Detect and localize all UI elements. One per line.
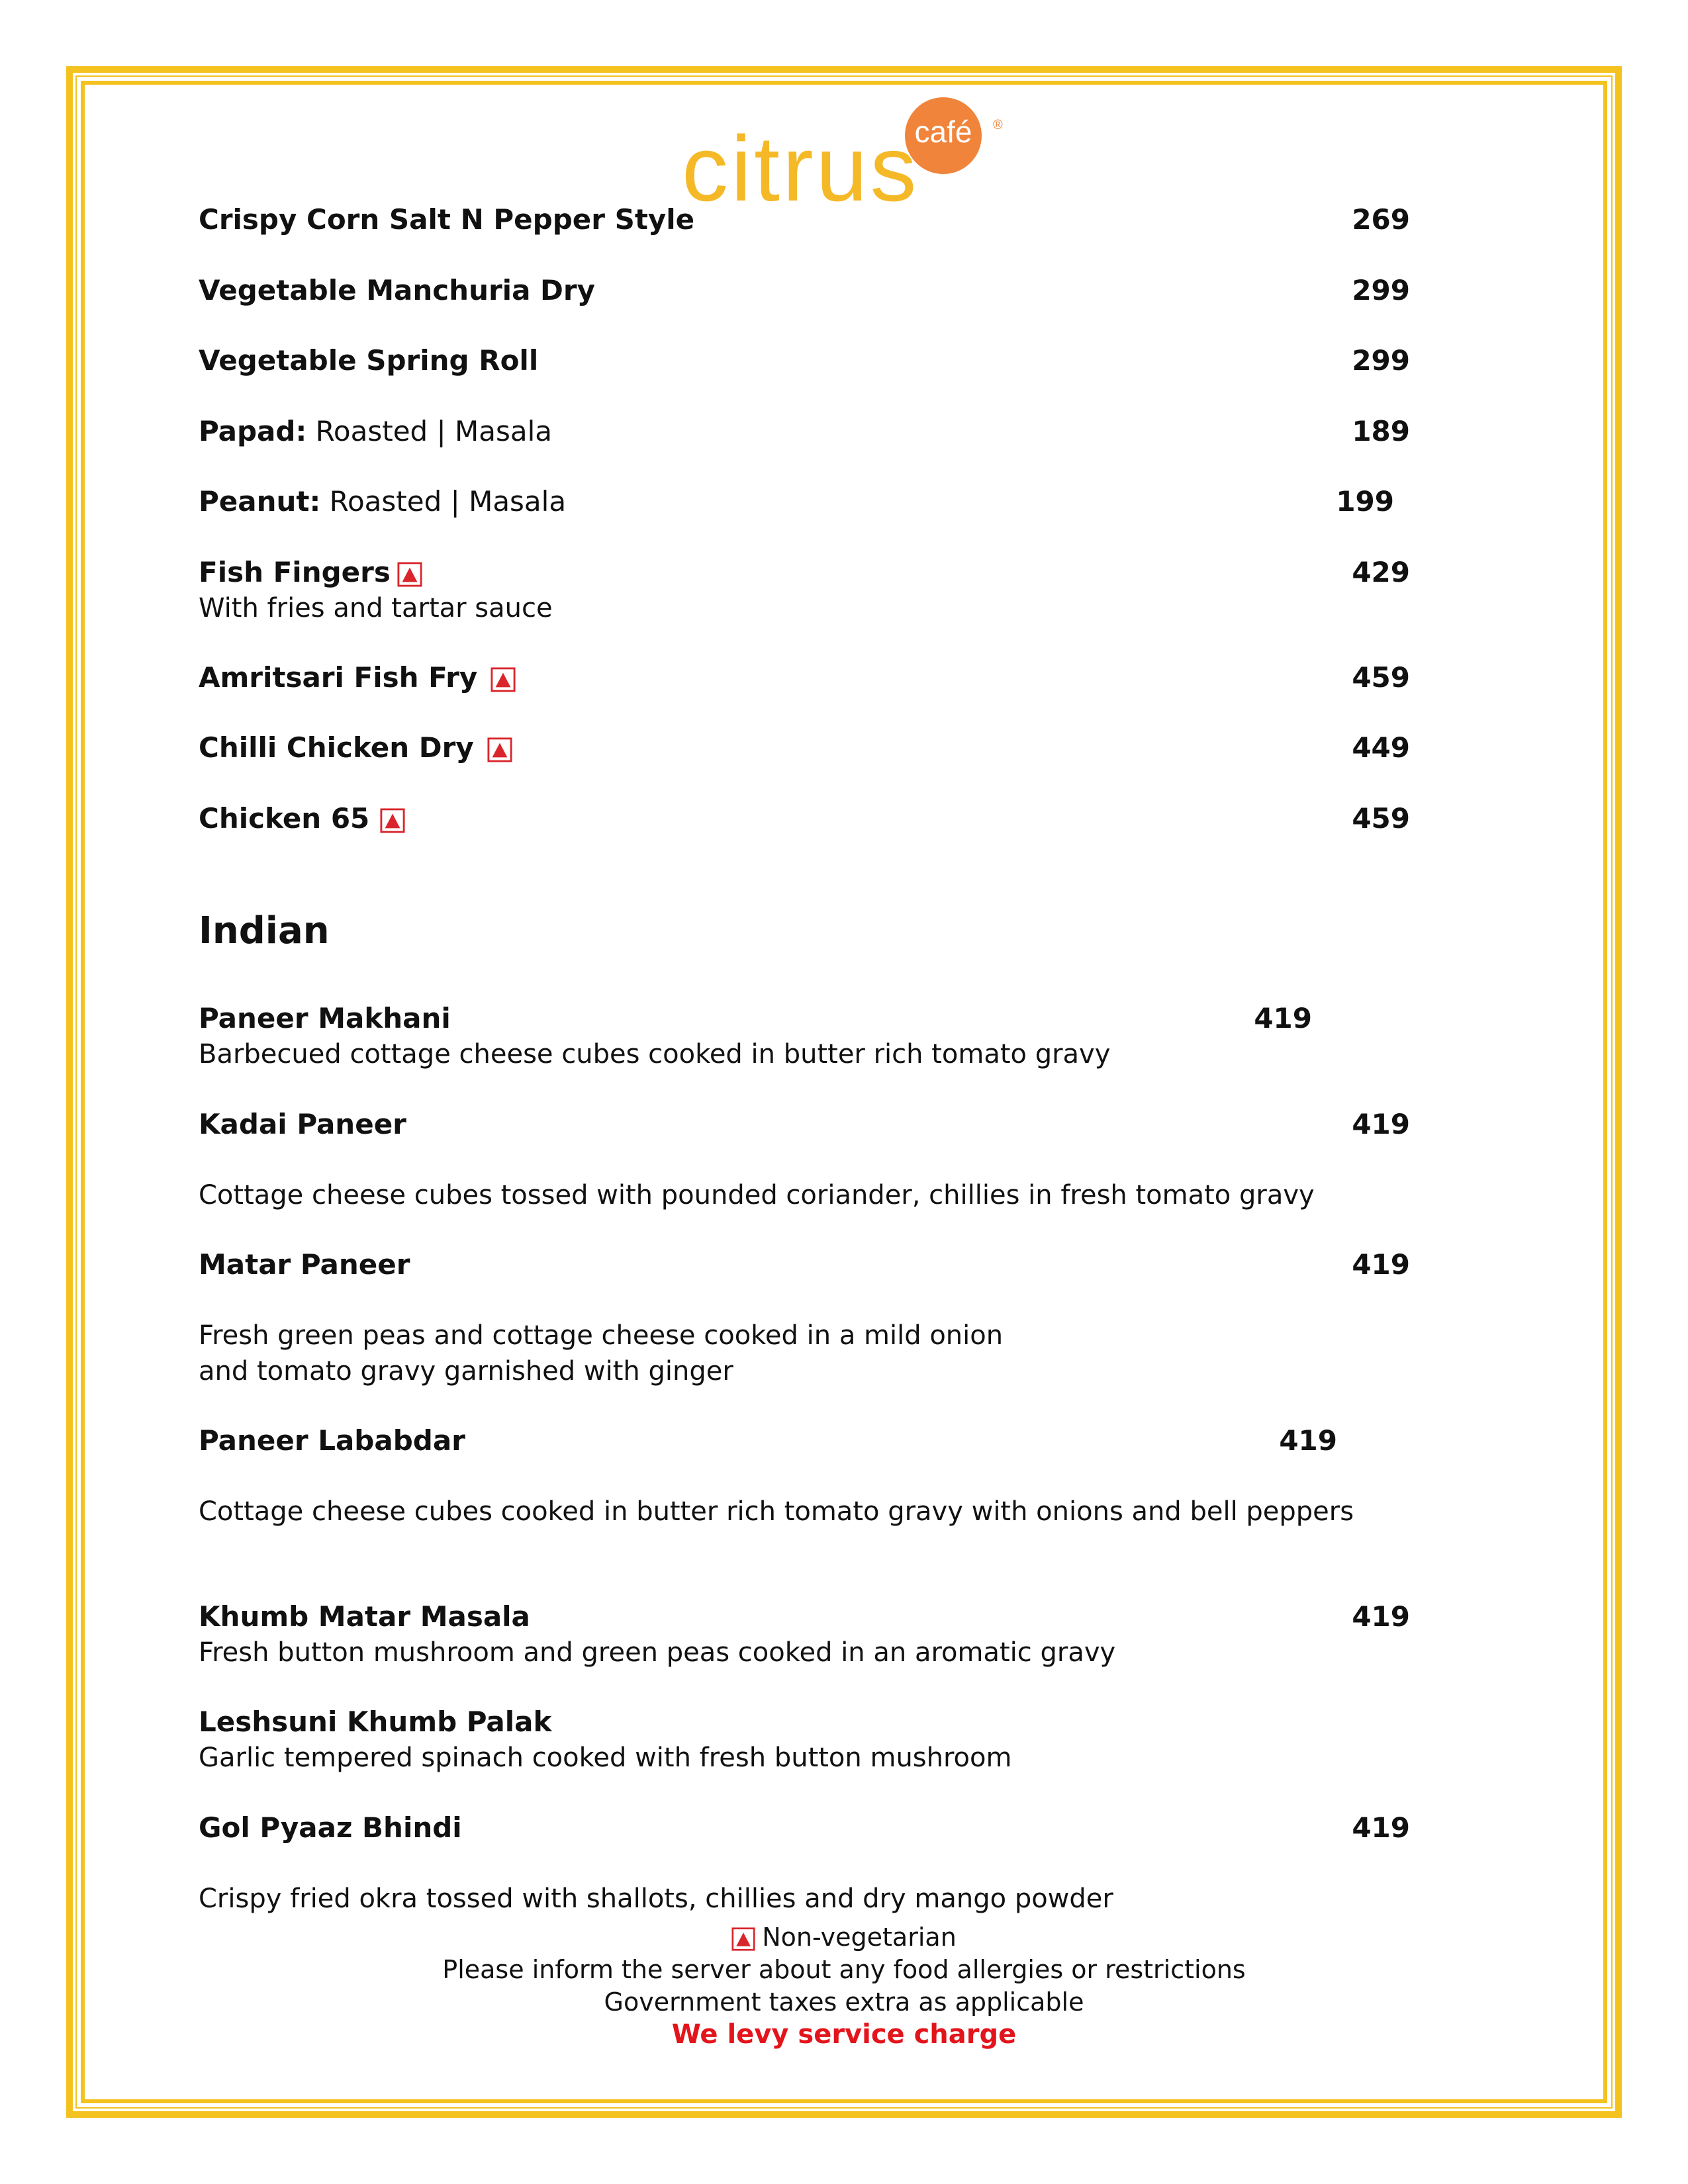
logo-citrus-text: citrus <box>682 116 919 215</box>
item-price: 299 <box>1352 274 1410 306</box>
item-name: Chicken 65 <box>199 802 370 835</box>
non-veg-icon <box>380 808 405 833</box>
item-description: Barbecued cottage cheese cubes cooked in butter rich tomato gravy <box>199 1039 1111 1069</box>
item-name: Amritsari Fish Fry <box>199 661 478 694</box>
item-options: Roasted | Masala <box>320 485 567 518</box>
menu-item <box>199 1704 1011 1776</box>
item-name: Vegetable Spring Roll <box>199 344 539 377</box>
menu-item <box>199 273 595 308</box>
item-name: Paneer Makhani <box>199 1002 451 1034</box>
item-name: Papad: <box>199 415 307 447</box>
citrus-cafe-logo <box>682 96 1026 215</box>
menu-item <box>199 1423 1354 1529</box>
non-veg-icon <box>731 1927 755 1951</box>
item-price: 419 <box>1352 1811 1410 1844</box>
item-price: 459 <box>1352 802 1410 835</box>
menu-item <box>199 730 512 766</box>
item-price: 419 <box>1352 1108 1410 1140</box>
item-name: Paneer Lababdar <box>199 1424 465 1457</box>
item-name: Fish Fingers <box>199 556 391 588</box>
footer-tax-note: Government taxes extra as applicable <box>604 1987 1084 2017</box>
item-price: 299 <box>1352 344 1410 377</box>
item-price: 189 <box>1352 415 1410 447</box>
item-options: Roasted | Masala <box>306 415 553 447</box>
item-price: 419 <box>1352 1600 1410 1633</box>
menu-item <box>199 202 694 238</box>
item-name: Crispy Corn Salt N Pepper Style <box>199 203 695 236</box>
item-price: 459 <box>1352 661 1410 694</box>
logo-cafe-text: café <box>914 114 972 149</box>
item-name: Matar Paneer <box>199 1248 410 1281</box>
menu-item <box>199 484 566 520</box>
item-name: Gol Pyaaz Bhindi <box>199 1811 462 1844</box>
menu-item <box>199 660 516 696</box>
menu-item <box>199 343 538 379</box>
item-description: With fries and tartar sauce <box>199 593 553 623</box>
legend-label: Non-vegetarian <box>762 1923 957 1952</box>
inner-border <box>81 81 1607 2103</box>
footer-allergy-note: Please inform the server about any food allergies or restrictions <box>442 1955 1246 1984</box>
item-description-line2: and tomato gravy garnished with ginger <box>199 1356 733 1387</box>
item-price: 419 <box>1279 1424 1337 1457</box>
non-veg-icon <box>397 562 422 587</box>
logo-registered-mark: ® <box>993 118 1003 132</box>
menu-item <box>199 1107 1315 1213</box>
menu-item <box>199 801 405 837</box>
menu-item <box>199 414 552 449</box>
menu-item <box>199 1247 1003 1389</box>
item-name: Peanut: <box>199 485 321 518</box>
item-price: 429 <box>1352 556 1410 588</box>
item-description: Crispy fried okra tossed with shallots, chillies and dry mango powder <box>199 1884 1113 1914</box>
non-veg-icon <box>491 667 516 692</box>
item-price: 419 <box>1254 1002 1312 1034</box>
menu-item <box>199 1810 1113 1917</box>
item-description: Fresh button mushroom and green peas cooked in an aromatic gravy <box>199 1637 1116 1668</box>
item-price: 269 <box>1352 203 1410 236</box>
item-description: Cottage cheese cubes tossed with pounded coriander, chillies in fresh tomato gravy <box>199 1180 1315 1210</box>
footer-service-charge: We levy service charge <box>671 2019 1017 2050</box>
item-price: 199 <box>1336 485 1394 518</box>
footer-legend <box>199 1921 1489 1953</box>
item-description: Cottage cheese cubes cooked in butter rich tomato gravy with onions and bell peppers <box>199 1496 1354 1527</box>
menu-item <box>199 1001 1110 1072</box>
item-price: 449 <box>1352 731 1410 764</box>
item-name: Leshsuni Khumb Palak <box>199 1706 552 1738</box>
item-description: Fresh green peas and cottage cheese cooked in a mild onion <box>199 1320 1004 1351</box>
menu-item <box>199 555 553 626</box>
item-name: Chilli Chicken Dry <box>199 731 474 764</box>
menu-item <box>199 1599 1115 1670</box>
section-heading-indian: Indian <box>199 909 330 952</box>
item-price: 419 <box>1352 1248 1410 1281</box>
item-name: Vegetable Manchuria Dry <box>199 274 595 306</box>
item-name: Kadai Paneer <box>199 1108 406 1140</box>
item-name: Khumb Matar Masala <box>199 1600 530 1633</box>
item-description: Garlic tempered spinach cooked with fresh button mushroom <box>199 1743 1012 1773</box>
non-veg-icon <box>487 737 512 762</box>
